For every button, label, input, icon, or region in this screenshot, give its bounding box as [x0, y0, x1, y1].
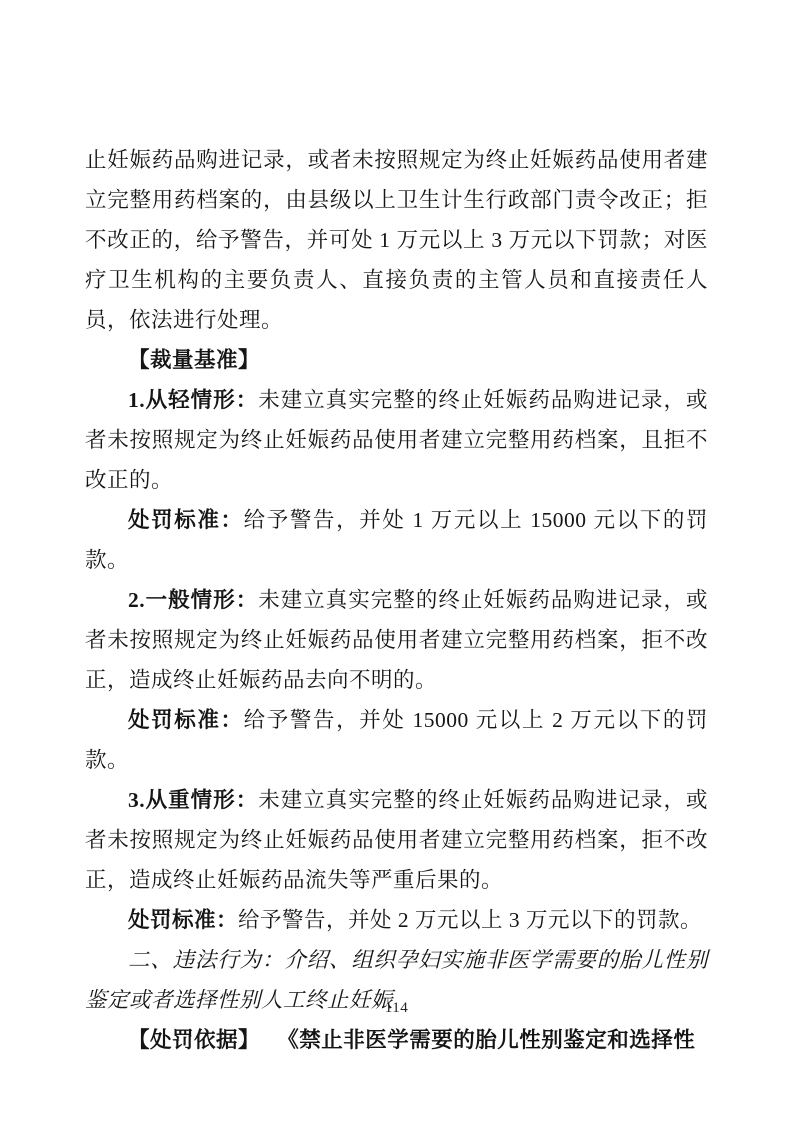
penalty-standard-text-3: 给予警告，并处 2 万元以上 3 万元以下的罚款。 — [238, 908, 703, 932]
paragraph-severe-circumstance — [85, 780, 708, 900]
paragraph-illegal-act-2: 二、违法行为：介绍、组织孕妇实施非医学需要的胎儿性别鉴定或者选择性别人工终止妊娠 — [85, 948, 708, 1012]
penalty-standard-text-2: 给予警告，并处 15000 元以上 2 万元以下的罚款。 — [85, 708, 708, 772]
clause-label-severe: 3.从重情形： — [128, 788, 259, 812]
clause-text-severe: 未建立真实完整的终止妊娠药品购进记录，或者未按照规定为终止妊娠药品使用者建立完整用药档案，拒不改正，造成终止妊娠药品流失等严重后果的。 — [85, 788, 708, 892]
penalty-basis-text: 《禁止非医学需要的胎儿性别鉴定和选择性 — [288, 1028, 696, 1052]
penalty-standard-label-3: 处罚标准： — [128, 908, 239, 932]
paragraph-penalty-basis — [85, 1020, 708, 1060]
clause-label-general: 2.一般情形： — [128, 588, 259, 612]
penalty-standard-label-1: 处罚标准： — [128, 508, 244, 532]
penalty-basis-label: 【处罚依据】 — [128, 1028, 261, 1052]
paragraph-continuation: 止妊娠药品购进记录，或者未按照规定为终止妊娠药品使用者建立完整用药档案的，由县级以上卫生计生行政部门责令改正；拒不改正的，给予警告，并可处 1 万元以上 3 万元以下罚款；对医疗卫生机构的主要负责人、直接负责的主管人员和直接责任人员，依法进行处理。 — [85, 148, 708, 332]
clause-label-light: 1.从轻情形： — [128, 388, 259, 412]
document-body — [85, 140, 708, 1060]
penalty-standard-text-1: 给予警告，并处 1 万元以上 15000 元以下的罚款。 — [85, 508, 708, 572]
paragraph-general-circumstance — [85, 580, 708, 700]
clause-text-light: 未建立真实完整的终止妊娠药品购进记录，或者未按照规定为终止妊娠药品使用者建立完整用药档案，且拒不改正的。 — [85, 388, 708, 492]
penalty-standard-label-2: 处罚标准： — [128, 708, 244, 732]
section-heading-discretion-basis: 【裁量基准】 — [128, 348, 261, 372]
paragraph-penalty-standard-1 — [85, 500, 708, 580]
clause-text-general: 未建立真实完整的终止妊娠药品购进记录，或者未按照规定为终止妊娠药品使用者建立完整用药档案，拒不改正，造成终止妊娠药品去向不明的。 — [85, 588, 708, 692]
page-number: 114 — [384, 1000, 409, 1016]
paragraph-penalty-standard-2 — [85, 700, 708, 780]
paragraph-light-circumstance — [85, 380, 708, 500]
paragraph-penalty-standard-3 — [85, 900, 708, 940]
